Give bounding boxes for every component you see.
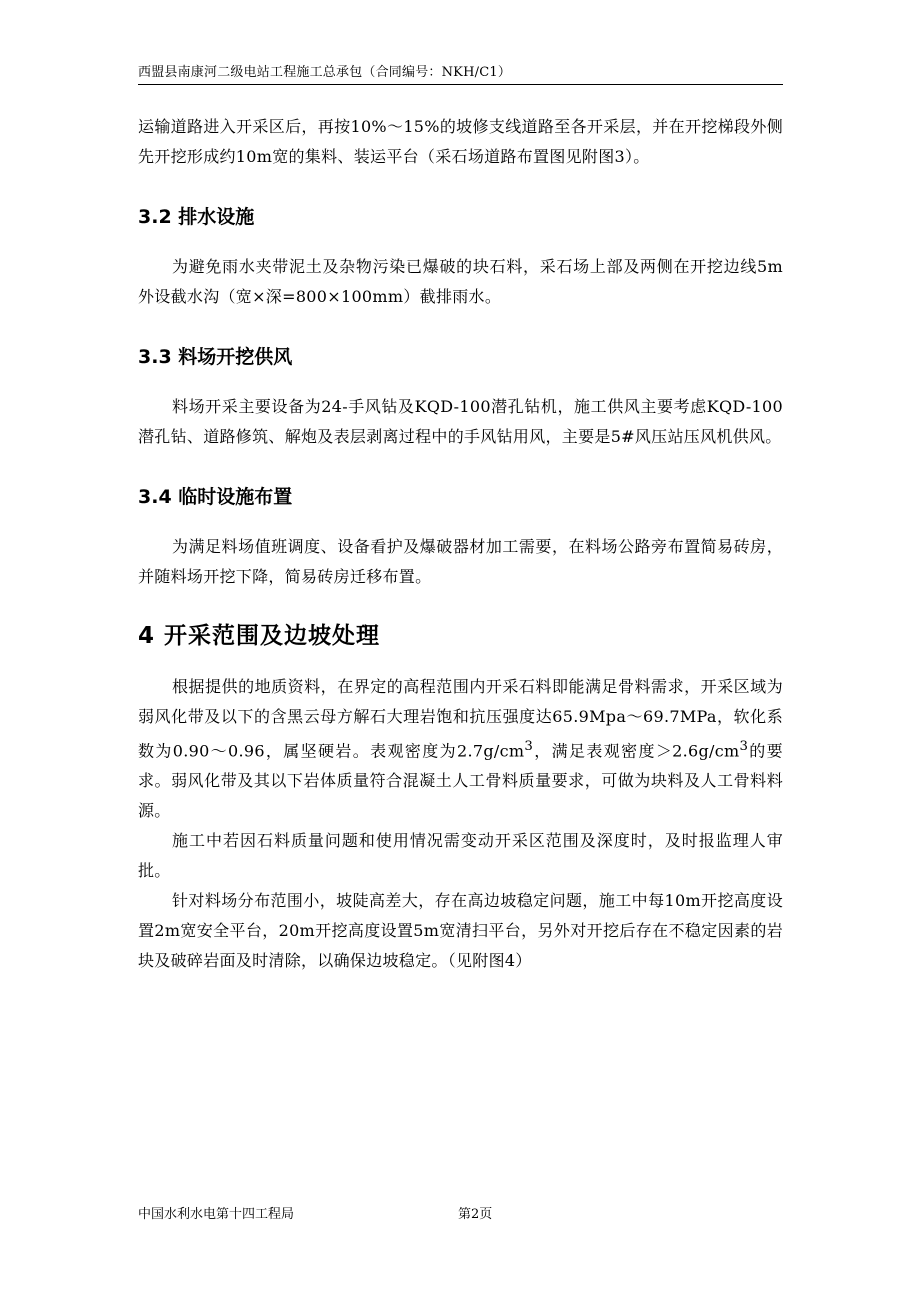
footer-organization: 中国水利水电第十四工程局 <box>138 1207 295 1222</box>
section-heading-3-2: 3.2 排水设施 <box>138 206 255 228</box>
paragraph-geology <box>138 672 783 826</box>
section-heading-4: 4 开采范围及边坡处理 <box>138 623 381 649</box>
document-body <box>138 112 783 976</box>
paragraph-scope-change: 施工中若因石料质量问题和使用情况需变动开采区范围及深度时，及时报监理人审批。 <box>138 831 783 881</box>
section-heading-3-3: 3.3 料场开挖供风 <box>138 346 293 368</box>
footer-page-number: 第2页 <box>458 1207 493 1222</box>
geology-text-c: 的要求。弱风化带及其以下岩体质量符合混凝土人工骨料质量要求，可做为块料及人工骨料料源。 <box>138 741 783 821</box>
paragraph-slope-treatment: 针对料场分布范围小，坡陡高差大，存在高边坡稳定问题，施工中每10m开挖高度设置2m宽安全平台，20m开挖高度设置5m宽清扫平台，另外对开挖后存在不稳定因素的岩块及破碎岩面及时清除，以确保边坡稳定。（见附图4） <box>138 891 783 971</box>
superscript-3: 3 <box>524 739 534 754</box>
superscript-3: 3 <box>739 739 749 754</box>
page-header: 西盟县南康河二级电站工程施工总承包（合同编号：NKH/C1） <box>138 65 512 80</box>
section-heading-3-4: 3.4 临时设施布置 <box>138 486 293 508</box>
paragraph-air-supply: 料场开采主要设备为24-手风钻及KQD-100潜孔钻机，施工供风主要考虑KQD-100潜孔钻、道路修筑、解炮及表层剥离过程中的手风钻用风，主要是5#风压站压风机供风。 <box>138 397 783 446</box>
header-rule <box>138 84 783 85</box>
paragraph-temporary-facilities: 为满足料场值班调度、设备看护及爆破器材加工需要，在料场公路旁布置简易砖房，并随料场开挖下降，简易砖房迁移布置。 <box>138 537 783 586</box>
paragraph-drainage: 为避免雨水夹带泥土及杂物污染已爆破的块石料，采石场上部及两侧在开挖边线5m外设截水沟（宽×深=800×100mm）截排雨水。 <box>138 257 783 306</box>
geology-text-b: ，满足表观密度＞2.6g/cm <box>533 741 740 761</box>
paragraph-road-access: 运输道路进入开采区后，再按10%～15%的坡修支线道路至各开采层，并在开挖梯段外侧先开挖形成约10m宽的集料、装运平台（采石场道路布置图见附图3）。 <box>138 117 783 166</box>
geology-text-a: 根据提供的地质资料，在界定的高程范围内开采石料即能满足骨料需求，开采区域为弱风化带及以下的含黑云母方解石大理岩饱和抗压强度达65.9Mpa～69.7MPa，软化系数为0.90～0.96，属坚硬岩。表观密度为2.7g/cm <box>138 677 783 761</box>
